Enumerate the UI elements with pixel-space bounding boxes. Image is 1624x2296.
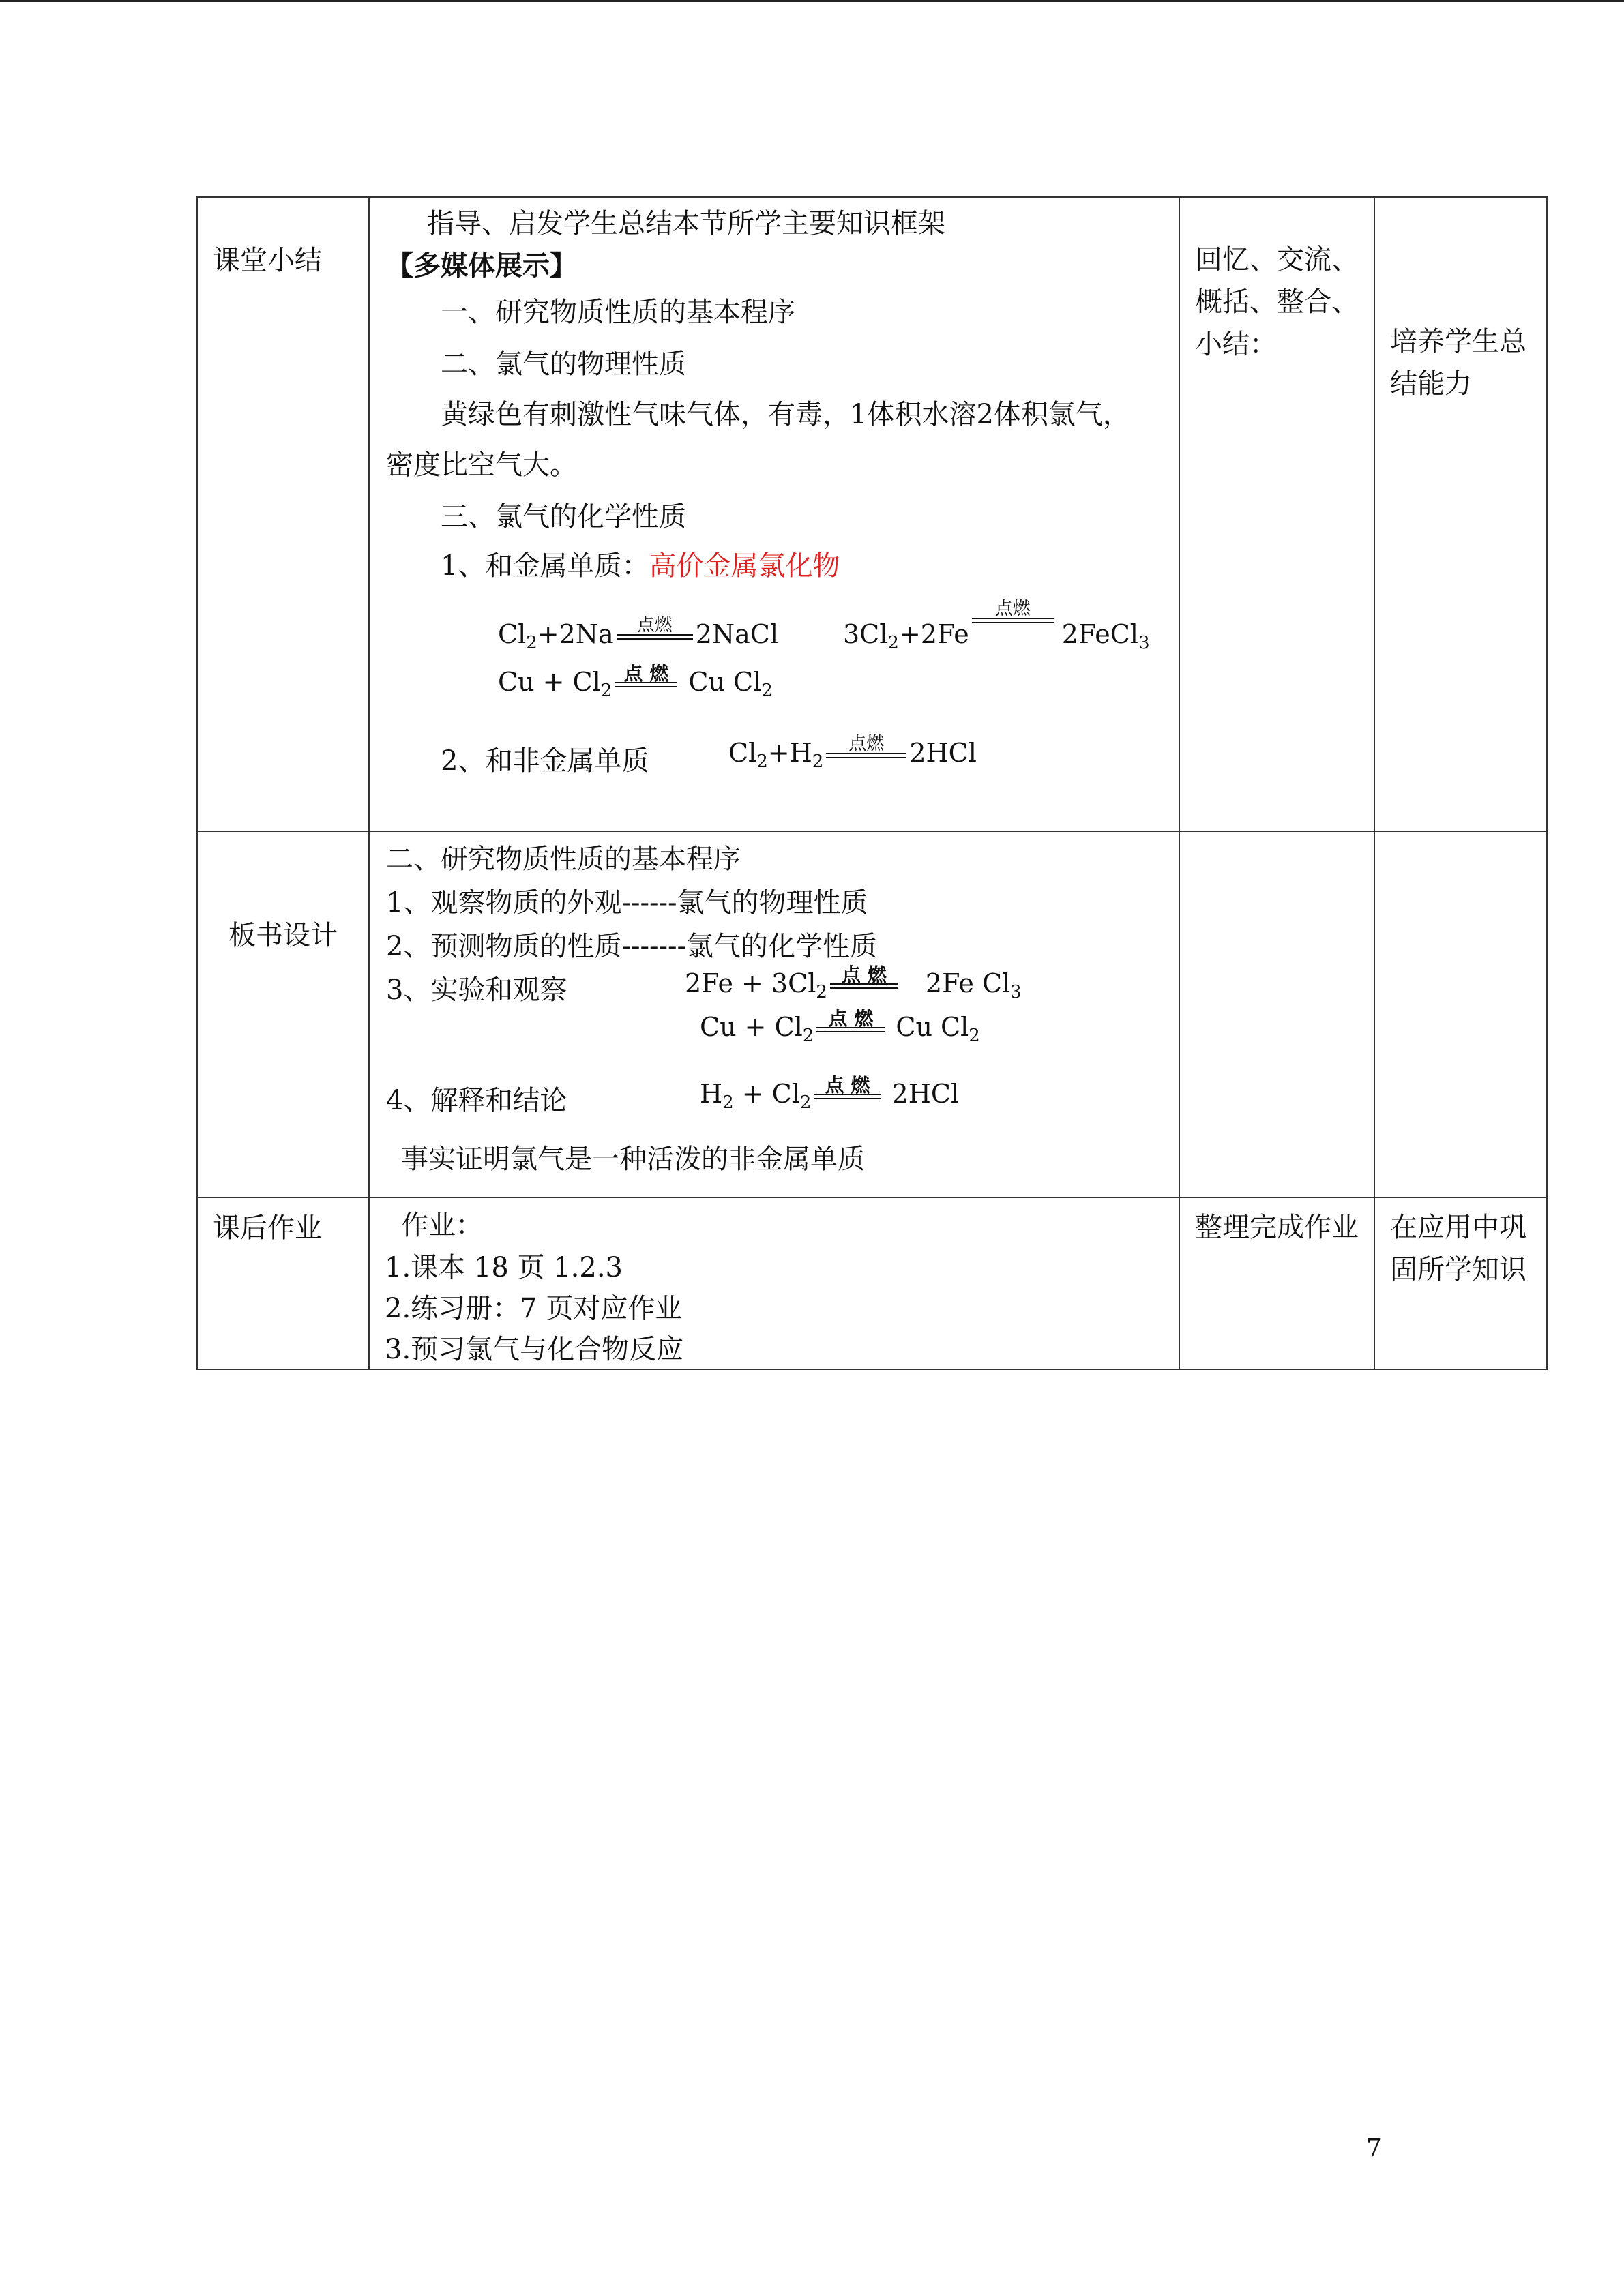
homework-design-intent: 在应用中巩固所学知识 xyxy=(1390,1212,1526,1285)
eq3-arrow xyxy=(615,661,677,687)
summary-content-cell xyxy=(369,197,1179,831)
b1-arrow xyxy=(830,963,898,989)
homework-student-activity: 整理完成作业 xyxy=(1195,1212,1359,1243)
b3-mid: + Cl xyxy=(733,1079,800,1109)
row-homework xyxy=(197,1197,1547,1369)
board-line-4: 3、实验和观察 xyxy=(386,974,567,1006)
eq2-arrow xyxy=(972,598,1054,623)
b2-left: Cu + Cl xyxy=(700,1012,803,1042)
equation-cl2-h2 xyxy=(728,733,977,772)
board-equation-cu-cl2 xyxy=(700,1007,980,1046)
eq2-sub3: 3 xyxy=(1138,633,1150,653)
homework-intent-cell xyxy=(1374,1197,1547,1369)
eq3-right: Cu Cl xyxy=(680,667,762,697)
equation-cu-cl2 xyxy=(498,661,773,701)
board-student-activity xyxy=(1180,832,1374,873)
eq3-sub: 2 xyxy=(600,681,612,701)
summary-intent-cell xyxy=(1374,197,1547,831)
board-label: 板书设计 xyxy=(228,920,338,951)
summary-line-4: 二、氯气的物理性质 xyxy=(441,348,686,380)
b2-condition: 点 燃 xyxy=(828,1007,874,1030)
summary-label: 课堂小结 xyxy=(213,245,322,276)
homework-student-cell xyxy=(1179,1197,1374,1369)
b3-condition: 点 燃 xyxy=(825,1073,870,1097)
lesson-plan-table xyxy=(196,196,1548,1370)
equation-cl2-na xyxy=(498,614,779,653)
homework-line-1: 作业： xyxy=(401,1210,483,1241)
board-line-1: 二、研究物质性质的基本程序 xyxy=(386,844,741,875)
summary-line-9: 2、和非金属单质 xyxy=(441,745,649,777)
board-line-6: 事实证明氯气是一种活泼的非金属单质 xyxy=(401,1144,865,1175)
eq2-condition: 点燃 xyxy=(994,598,1031,619)
equation-cl2-fe xyxy=(843,598,1150,653)
row-summary xyxy=(197,197,1547,831)
board-label-cell xyxy=(197,831,369,1197)
homework-line-4: 3.预习氯气与化合物反应 xyxy=(385,1334,684,1365)
board-line-5: 4、解释和结论 xyxy=(386,1085,567,1116)
summary-student-activity: 回忆、交流、概括、整合、小结： xyxy=(1195,244,1359,360)
board-intent-cell xyxy=(1374,831,1547,1197)
eq4-mid: +H xyxy=(767,738,812,768)
eq4-sub: 2 xyxy=(756,751,768,772)
summary-line-8-red: 高价金属氯化物 xyxy=(649,550,840,582)
summary-student-cell xyxy=(1179,197,1374,831)
eq1-left: Cl xyxy=(498,619,527,649)
board-content-cell xyxy=(369,831,1179,1197)
b2-right: Cu Cl xyxy=(887,1012,969,1042)
summary-line-6: 密度比空气大。 xyxy=(386,449,577,481)
page-number: 7 xyxy=(1366,2134,1382,2162)
eq1-mid: +2Na xyxy=(537,619,614,649)
eq4-arrow xyxy=(826,733,906,758)
b1-left: 2Fe + 3Cl xyxy=(685,968,816,998)
homework-line-2: 1.课本 18 页 1.2.3 xyxy=(385,1252,623,1283)
board-equation-fe-cl2 xyxy=(685,963,1022,1002)
board-student-cell xyxy=(1179,831,1374,1197)
summary-line-8 xyxy=(441,544,840,583)
b3-sub-h: 2 xyxy=(722,1092,734,1113)
eq2-left: 3Cl xyxy=(843,619,888,649)
summary-line-7: 三、氯气的化学性质 xyxy=(441,501,686,533)
eq2-right: 2FeCl xyxy=(1061,619,1138,649)
b2-arrow xyxy=(816,1007,885,1032)
eq4-right: 2HCl xyxy=(909,738,977,768)
summary-line-5: 黄绿色有刺激性气味气体，有毒，1体积水溶2体积氯气， xyxy=(441,399,1130,430)
homework-label-cell xyxy=(197,1197,369,1369)
board-design-intent xyxy=(1375,832,1546,873)
eq3-sub2: 2 xyxy=(761,681,773,701)
eq1-condition: 点燃 xyxy=(636,614,673,636)
b2-sub: 2 xyxy=(802,1026,814,1046)
homework-line-3: 2.练习册：7 页对应作业 xyxy=(385,1293,683,1324)
b3-sub: 2 xyxy=(799,1092,812,1113)
board-line-3: 2、预测物质的性质-------氯气的化学性质 xyxy=(386,931,878,962)
eq1-sub: 2 xyxy=(526,633,537,653)
row-board xyxy=(197,831,1547,1197)
top-border-line xyxy=(0,0,1624,2)
b1-right: 2Fe Cl xyxy=(925,968,1011,998)
b1-condition: 点 燃 xyxy=(842,963,887,986)
b3-h: H xyxy=(700,1079,723,1109)
b3-arrow xyxy=(814,1073,881,1099)
homework-content-cell xyxy=(369,1197,1179,1369)
summary-multimedia-heading: 【多媒体展示】 xyxy=(386,250,577,282)
summary-line-3: 一、研究物质性质的基本程序 xyxy=(441,297,795,328)
eq1-right: 2NaCl xyxy=(695,619,779,649)
summary-line-8-prefix: 1、和金属单质： xyxy=(441,550,649,582)
summary-design-intent: 培养学生总结能力 xyxy=(1390,326,1526,400)
b1-sub: 2 xyxy=(816,982,827,1002)
b1-sub3: 3 xyxy=(1010,982,1022,1002)
b3-right: 2HCl xyxy=(883,1079,960,1109)
eq3-left: Cu + Cl xyxy=(498,667,601,697)
eq4-condition: 点燃 xyxy=(848,733,885,754)
eq4-left: Cl xyxy=(728,738,757,768)
eq2-mid: +2Fe xyxy=(898,619,969,649)
eq3-condition: 点 燃 xyxy=(623,661,669,685)
b2-sub2: 2 xyxy=(969,1026,980,1046)
eq1-arrow xyxy=(617,614,693,640)
summary-line-1: 指导、启发学生总结本节所学主要知识框架 xyxy=(427,208,945,239)
eq4-sub-h: 2 xyxy=(812,751,824,772)
board-line-2: 1、观察物质的外观------氯气的物理性质 xyxy=(386,887,868,919)
homework-label: 课后作业 xyxy=(213,1212,322,1244)
eq2-sub: 2 xyxy=(887,633,899,653)
board-equation-h2-cl2 xyxy=(700,1073,960,1113)
summary-label-cell xyxy=(197,197,369,831)
